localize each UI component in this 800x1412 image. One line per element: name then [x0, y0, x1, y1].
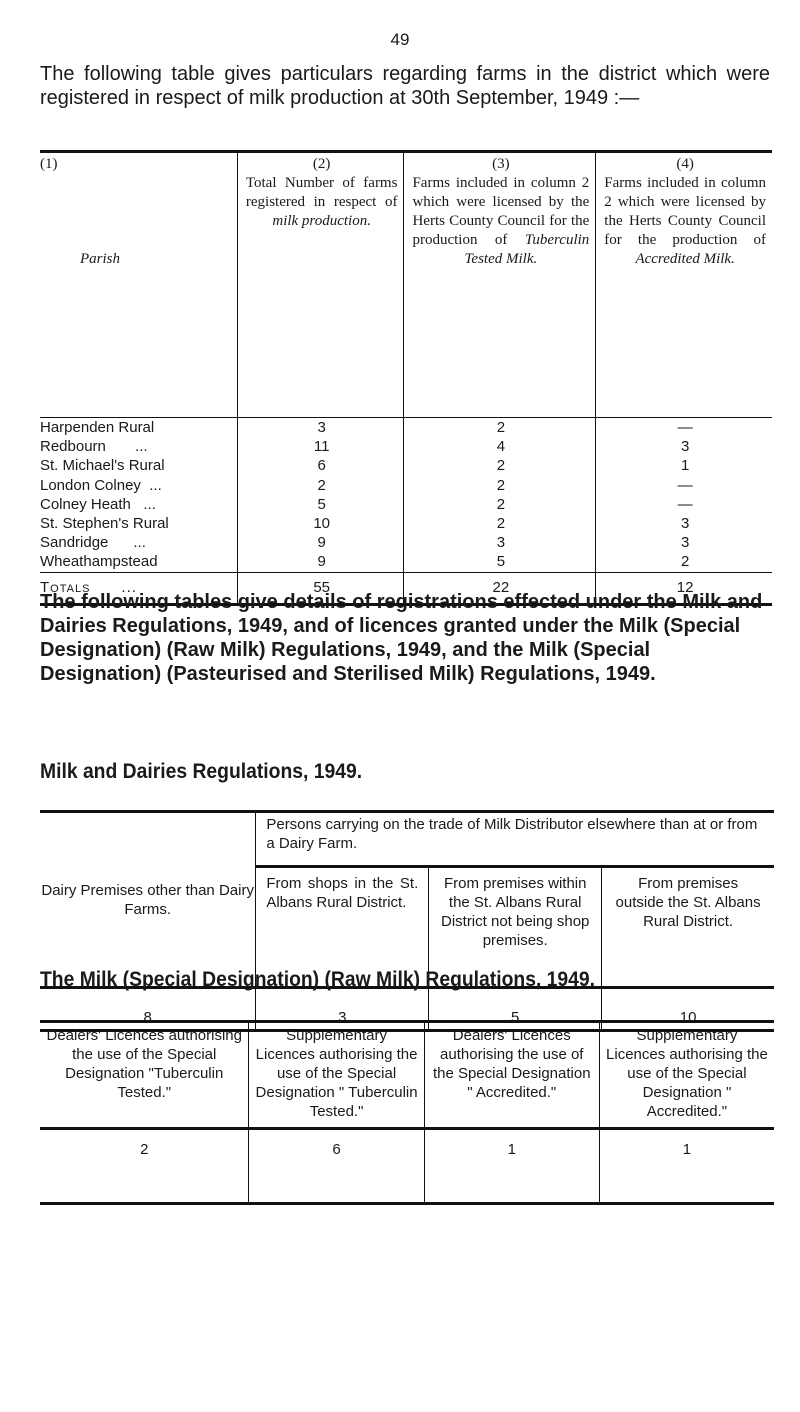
dairies-table: [40, 810, 774, 1032]
col-num-4: (4): [676, 156, 694, 172]
from-shops-header: From shops in the St. Albans Rural District.: [256, 867, 429, 988]
farms-table-header: [40, 152, 772, 418]
accredited-value: 2: [596, 552, 772, 571]
col-text-4: Farms included in column 2 which were licensed by the Herts County Council for the production of: [604, 175, 766, 248]
header-parish: [40, 152, 237, 418]
parish-name: Redbourn ...: [40, 438, 148, 456]
total-value: 9: [237, 533, 404, 552]
dealers-tt-header: Dealers' Licences authorising the use of the Special Designation "Tuberculin Tested.": [40, 1022, 249, 1129]
table-row: [40, 1129, 774, 1204]
totals-tt: 22: [404, 572, 596, 604]
total-value: 2: [237, 476, 404, 495]
tt-value: 4: [404, 437, 596, 456]
table-row: [40, 437, 772, 456]
tt-value: 5: [404, 552, 596, 571]
dealers-accredited-header: Dealers' Licences authorising the use of the Special Designation " Accredited.": [424, 1022, 599, 1129]
col-num-2: (2): [312, 156, 331, 172]
dealers-tt-value: 2: [140, 1141, 149, 1158]
col-text-3: Farms included in column 2 which were licensed by the Herts County Council for the production of: [412, 175, 590, 248]
table-row: [40, 495, 772, 514]
regulations-paragraph: The following tables give details of registrations effected under the Milk and Dairies Regulations, 1949, and of licences granted under the Milk (Special Designation) (Raw Milk) Regulations, 1949, and the Milk (Special Designation) (Pasteurised and Sterilised Milk) Regulations, 1949.: [40, 591, 763, 685]
col-italic-2: milk production.: [272, 213, 371, 229]
totals-label: Totals ...: [40, 572, 237, 604]
parish-name: Harpenden Rural: [40, 419, 155, 436]
from-shops-value: 3: [256, 988, 429, 1031]
raw-milk-table: [40, 1020, 774, 1205]
accredited-value: 3: [596, 533, 772, 552]
col-num-1: (1): [40, 156, 58, 172]
table-row: [40, 418, 772, 437]
tt-value: 2: [404, 495, 596, 514]
parish-name: Sandridge ...: [40, 534, 146, 552]
parish-name: Wheathampstead: [40, 553, 158, 571]
table-row: [40, 552, 772, 571]
col-italic-3: Tuberculin Tested Milk.: [464, 232, 590, 267]
total-value: 6: [237, 456, 404, 475]
supplementary-accredited-header: Supplementary Licences authorising the use of the Special Designation " Accredited.": [599, 1022, 774, 1129]
total-value: 10: [237, 514, 404, 533]
intro-paragraph: The following table gives particulars regarding farms in the district which were registered in respect of milk production at 30th September, 1949 :—: [40, 63, 770, 109]
header-tt-farms: [404, 152, 596, 418]
supplementary-tt-header: Supplementary Licences authorising the use of the Special Designation " Tuberculin Tested.": [249, 1022, 424, 1129]
accredited-value: —: [596, 418, 772, 437]
col-num-3: (3): [492, 156, 510, 172]
accredited-value: —: [596, 495, 772, 514]
tt-value: 3: [404, 533, 596, 552]
tt-value: 2: [404, 418, 596, 437]
accredited-value: 1: [596, 456, 772, 475]
tt-value: 2: [404, 456, 596, 475]
accredited-value: —: [596, 476, 772, 495]
accredited-value: 3: [596, 437, 772, 456]
parish-name: St. Stephen's Rural: [40, 515, 169, 533]
raw-milk-heading: The Milk (Special Designation) (Raw Milk) Regulations, 1949.: [40, 968, 596, 991]
tt-value: 2: [404, 476, 596, 495]
col-label-parish: Parish: [80, 251, 121, 267]
total-value: 9: [237, 552, 404, 571]
header-total-farms: [237, 152, 404, 418]
supplementary-tt-value: 6: [249, 1129, 424, 1204]
from-premises-outside-value: 10: [602, 988, 774, 1031]
table-row: [40, 456, 772, 475]
dealers-accredited-value: 1: [424, 1129, 599, 1204]
from-premises-within-header: From premises within the St. Albans Rural District not being shop premises.: [429, 867, 602, 988]
supplementary-accredited-value: 1: [599, 1129, 774, 1204]
tt-value: 2: [404, 514, 596, 533]
totals-accredited: 12: [596, 572, 772, 604]
dairies-heading: Milk and Dairies Regulations, 1949.: [40, 760, 363, 783]
from-premises-within-value: 5: [429, 988, 602, 1031]
header-accredited-farms: [596, 152, 772, 418]
parish-name: London Colney ...: [40, 476, 162, 494]
parish-name: St. Michael's Rural: [40, 457, 165, 475]
col-text-2: Total Number of farms registered in respect of: [245, 175, 398, 210]
total-value: 11: [237, 437, 404, 456]
table-row: [40, 514, 772, 533]
accredited-value: 3: [596, 514, 772, 533]
totals-total: 55: [237, 572, 404, 604]
parish-name: Colney Heath ...: [40, 495, 156, 513]
table-row: [40, 476, 772, 495]
distributors-header: Persons carrying on the trade of Milk Distributor elsewhere than at or from a Dairy Farm.: [256, 812, 774, 867]
total-value: 3: [237, 418, 404, 437]
dairy-premises-value: 8: [40, 988, 256, 1031]
dairy-premises-header: Dairy Premises other than Dairy Farms.: [41, 881, 254, 918]
total-value: 5: [237, 495, 404, 514]
farms-table: [40, 150, 772, 606]
page-number: 49: [390, 30, 410, 49]
col-italic-4: Accredited Milk.: [635, 251, 735, 267]
table-row: [40, 533, 772, 552]
from-premises-outside-header: From premises outside the St. Albans Rural District.: [602, 867, 774, 988]
